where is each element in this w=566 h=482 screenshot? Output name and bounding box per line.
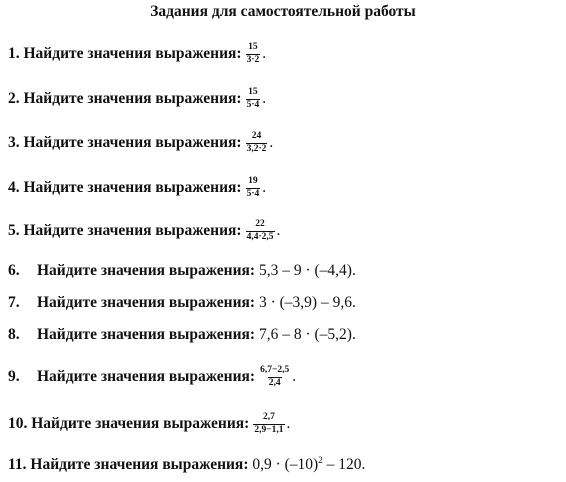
task-number: 11. xyxy=(8,455,27,473)
task-7 xyxy=(8,295,356,311)
task-10 xyxy=(8,413,290,435)
fraction-numerator: 6,7−2,5 xyxy=(260,365,290,375)
task-prompt: Найдите значения выражения: xyxy=(23,134,242,152)
task-number: 2. xyxy=(8,90,20,108)
task-number: 7. xyxy=(8,294,20,311)
fraction xyxy=(246,220,275,242)
task-prompt: Найдите значения выражения: xyxy=(37,262,256,279)
fraction-denominator: 4,4·2,5 xyxy=(246,231,274,242)
task-5 xyxy=(8,220,280,242)
fraction-numerator: 19 xyxy=(248,176,258,186)
task-end: . xyxy=(262,179,267,197)
task-1 xyxy=(8,43,266,65)
task-4 xyxy=(8,177,266,199)
fraction-numerator: 22 xyxy=(255,219,265,229)
task-prompt: Найдите значения выражения: xyxy=(23,90,242,108)
task-2 xyxy=(8,88,266,110)
task-9 xyxy=(8,366,296,388)
task-number: 1. xyxy=(8,45,20,63)
fraction xyxy=(246,88,261,110)
fraction xyxy=(259,366,290,388)
fraction-denominator: 2,9−1,1 xyxy=(254,424,284,435)
task-3 xyxy=(8,132,273,154)
task-prompt: Найдите значения выражения: xyxy=(31,415,250,433)
fraction-numerator: 24 xyxy=(251,131,262,141)
task-11 xyxy=(8,456,365,473)
exponent: 2 xyxy=(318,455,323,465)
task-end: . xyxy=(262,90,267,108)
fraction xyxy=(246,132,268,154)
fraction-denominator: 5·4 xyxy=(246,99,260,110)
task-number: 3. xyxy=(8,134,20,152)
fraction-numerator: 15 xyxy=(248,87,258,97)
task-expression: 3 · (–3,9) – 9,6. xyxy=(258,294,356,311)
fraction-numerator: 2,7 xyxy=(262,412,275,422)
fraction-denominator: 2,4 xyxy=(268,377,281,388)
task-prompt: Найдите значения выражения: xyxy=(37,326,256,343)
task-end: . xyxy=(286,415,291,433)
task-expression: 7,6 – 8 · (–5,2). xyxy=(258,326,356,343)
task-number: 5. xyxy=(8,222,20,240)
fraction xyxy=(253,413,284,435)
task-number: 10. xyxy=(8,415,28,433)
worksheet-title: Задания для самостоятельной работы xyxy=(150,3,416,20)
task-number: 4. xyxy=(8,179,20,197)
task-expression xyxy=(252,456,365,473)
fraction xyxy=(246,43,261,65)
task-prompt: Найдите значения выражения: xyxy=(30,455,249,473)
task-end: . xyxy=(269,134,274,152)
task-prompt: Найдите значения выражения: xyxy=(37,368,256,386)
expression-part: 0,9 · (–10) xyxy=(252,456,319,474)
task-number: 6. xyxy=(8,262,20,279)
task-prompt: Найдите значения выражения: xyxy=(37,294,256,311)
task-prompt: Найдите значения выражения: xyxy=(23,179,242,197)
task-6 xyxy=(8,263,356,279)
task-8 xyxy=(8,327,356,343)
task-end: . xyxy=(292,368,297,386)
task-end: . xyxy=(262,45,267,63)
task-number: 9. xyxy=(8,368,20,386)
fraction-denominator: 3·2 xyxy=(246,54,260,65)
fraction-denominator: 5·4 xyxy=(246,188,260,199)
task-end: . xyxy=(276,222,281,240)
fraction xyxy=(246,177,261,199)
task-number: 8. xyxy=(8,326,20,343)
task-prompt: Найдите значения выражения: xyxy=(23,45,242,63)
task-expression: 5,3 – 9 · (–4,4). xyxy=(258,262,356,279)
expression-part: – 120. xyxy=(322,456,366,474)
fraction-numerator: 15 xyxy=(248,42,258,52)
task-prompt: Найдите значения выражения: xyxy=(23,222,242,240)
fraction-denominator: 3,2·2 xyxy=(246,143,267,154)
